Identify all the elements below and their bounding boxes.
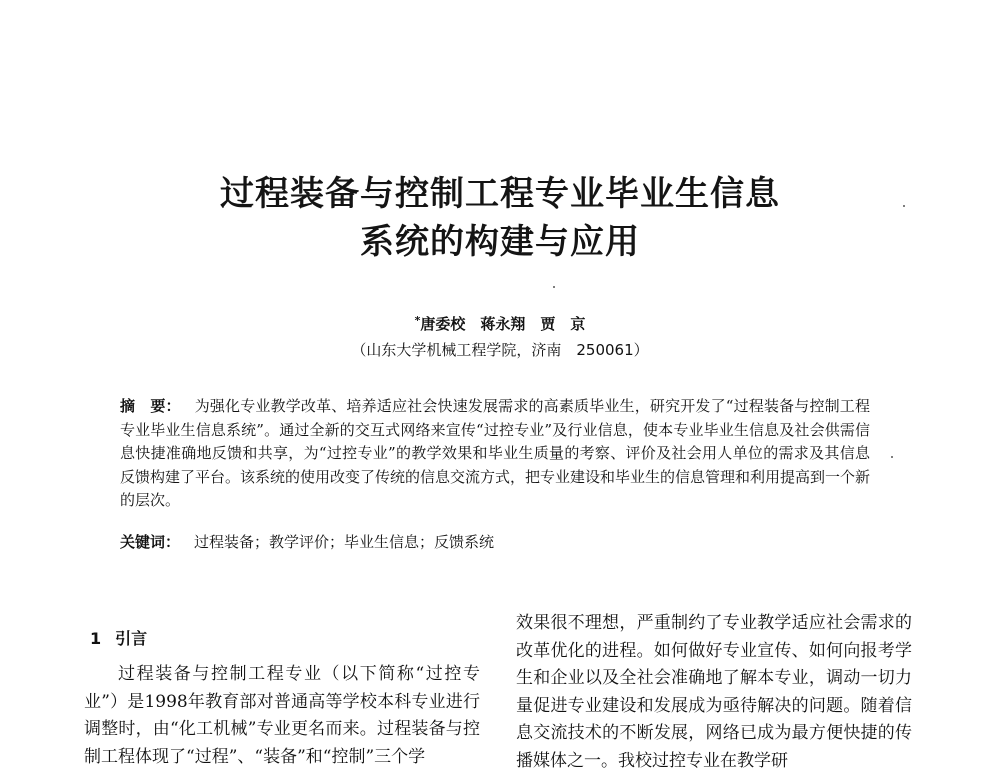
authors [0,313,1000,334]
title-line-1: 过程装备与控制工程专业毕业生信息 [220,174,780,214]
section-heading [90,626,147,649]
body-left-column: 过程装备与控制工程专业（以下简称“过控专业”）是1998年教育部对普通高等学校本科专业进行调整时，由“化工机械”专业更名而来。过程装备与控制工程体现了“过程”、“装备”和“控制”三个学 [84,664,480,767]
author-names: 唐委校 蒋永翔 贾 京 [420,315,586,333]
scan-speck [553,286,555,288]
scan-speck [891,456,893,458]
abstract-label: 摘 要： [120,397,181,415]
scan-speck [903,205,905,207]
corresponding-author-marker: * [414,314,421,327]
abstract [120,395,870,513]
body-right-column: 效果很不理想，严重制约了专业教学适应社会需求的改革优化的进程。如何做好专业宣传、如何向报考学生和企业以及全社会准确地了解本专业，调动一切力量促进专业建设和发展成为亟待解决的问题。随着信息交流技术的不断发展，网络已成为最方便快捷的传播媒体之一。我校过控专业在教学研 [516,613,912,771]
affiliation: （山东大学机械工程学院，济南 250061） [351,341,649,359]
abstract-text: 为强化专业教学改革、培养适应社会快速发展需求的高素质毕业生，研究开发了“过程装备与控制工程专业毕业生信息系统”。通过全新的交互式网络来宣传“过控专业”及行业信息，使本专业毕业生信息及社会供需信息快捷准确地反馈和共享，为“过控专业”的教学效果和毕业生质量的考察、评价及社会用人单位的需求及其信息反馈构建了平台。该系统的使用改变了传统的信息交流方式，把专业建设和毕业生的信息管理和利用提高到一个新的层次。 [120,397,871,509]
title-line-2: 系统的构建与应用 [360,222,640,262]
keywords [120,531,870,554]
keywords-label: 关键词： [120,533,181,551]
section-title: 引言 [115,629,148,648]
section-number: 1 [90,629,102,648]
keywords-text: 过程装备；教学评价；毕业生信息；反馈系统 [194,533,495,551]
